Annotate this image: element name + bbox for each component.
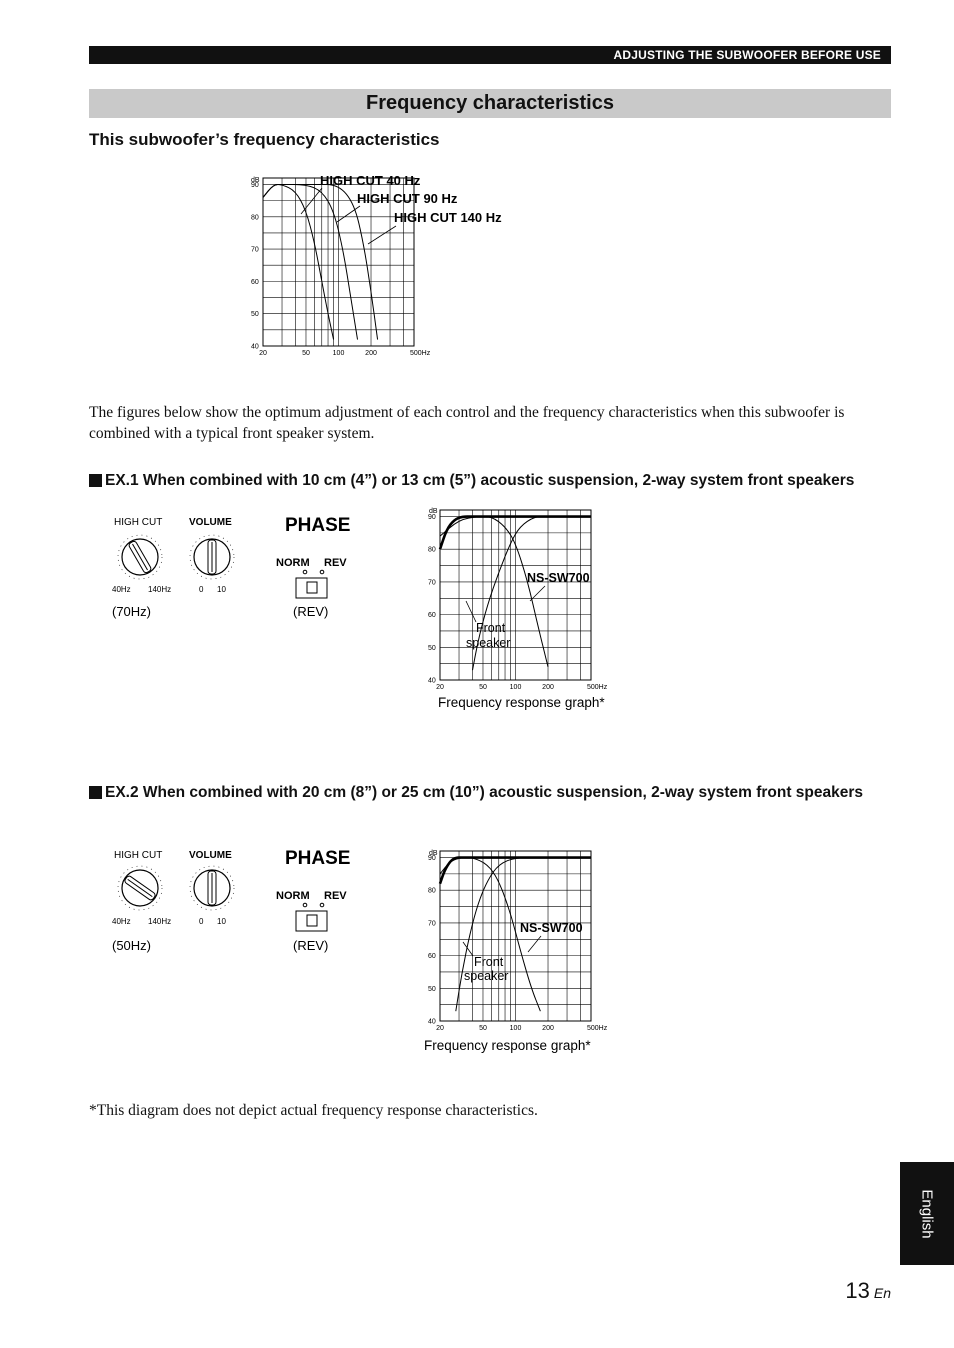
x-tick-label: 100 <box>509 684 522 691</box>
high-cut-setting: (50Hz) <box>112 938 152 953</box>
norm-dot-icon <box>303 570 307 574</box>
section-subtitle: This subwoofer’s frequency characteristics <box>89 130 440 149</box>
y-tick-label: 90 <box>428 514 436 522</box>
page-number-value: 13 <box>845 1278 870 1303</box>
leader-line-front <box>466 601 476 622</box>
vol-min-label: 0 <box>199 917 204 926</box>
y-unit-label: dB <box>251 177 260 184</box>
high-cut-label: HIGH CUT <box>114 517 163 528</box>
x-tick-label: 500Hz <box>587 684 608 691</box>
chart-caption: Frequency response graph* <box>438 695 605 710</box>
hc-max-label: 140Hz <box>148 917 172 926</box>
hc-min-label: 40Hz <box>112 917 131 926</box>
plot-frame <box>440 851 591 1021</box>
ex2-heading <box>89 783 891 803</box>
vol-max-label: 10 <box>217 585 226 594</box>
language-tab-label: English <box>918 1188 936 1239</box>
volume-knob-icon <box>190 535 234 579</box>
series-label-high-cut-40: HIGH CUT 40 Hz <box>320 173 421 188</box>
y-tick-label: 50 <box>428 644 436 652</box>
y-tick-label: 40 <box>428 1018 436 1026</box>
vol-min-label: 0 <box>199 585 204 594</box>
chart-annotations <box>463 921 583 983</box>
x-tick-label: 100 <box>509 1025 522 1032</box>
page-language-suffix: En <box>873 1285 891 1301</box>
x-tick-label: 200 <box>542 684 554 691</box>
ex2-controls <box>100 843 460 963</box>
series-line-high-cut-40-hz <box>263 184 334 339</box>
ex1-heading-text: EX.1 When combined with 10 cm (4”) or 13 cm (5”) acoustic suspension, 2-way system front speakers <box>105 472 855 489</box>
hc-min-label: 40Hz <box>112 585 131 594</box>
plot-frame <box>440 510 591 680</box>
y-tick-label: 50 <box>251 311 259 319</box>
rev-dot-icon <box>320 570 324 574</box>
footnote: *This diagram does not depict actual frequency response characteristics. <box>89 1102 538 1119</box>
leader-line-40 <box>301 188 322 214</box>
leader-line-subwoofer <box>528 936 541 952</box>
y-unit-label: dB <box>429 508 438 515</box>
series-line-high-cut-140-hz <box>263 184 378 339</box>
x-tick-label: 50 <box>302 350 310 357</box>
chart-caption: Frequency response graph* <box>424 1038 591 1053</box>
bullet-square-icon <box>89 786 102 799</box>
front-speaker-label-2: speaker <box>464 969 509 983</box>
norm-label: NORM <box>276 557 310 569</box>
y-tick-label: 40 <box>428 677 436 685</box>
series-line-combined <box>440 517 591 550</box>
y-tick-label: 70 <box>428 579 436 587</box>
page-title: Frequency characteristics <box>89 89 891 118</box>
x-tick-label: 100 <box>332 350 345 357</box>
x-tick-label: 20 <box>259 350 267 357</box>
y-tick-label: 60 <box>251 278 259 286</box>
series-label-high-cut-90: HIGH CUT 90 Hz <box>357 191 458 206</box>
x-tick-label: 20 <box>436 1025 444 1032</box>
x-tick-label: 200 <box>365 350 377 357</box>
y-tick-label: 80 <box>251 214 259 222</box>
leader-line-front <box>463 942 473 956</box>
front-speaker-label-2: speaker <box>466 636 511 650</box>
chart-grid <box>440 851 591 1021</box>
leader-line-140 <box>368 226 396 244</box>
rev-dot-icon <box>320 903 324 907</box>
x-tick-label: 200 <box>542 1025 554 1032</box>
high-cut-setting: (70Hz) <box>112 604 152 619</box>
phase-label: PHASE <box>285 848 351 869</box>
chart-annotations <box>466 571 590 650</box>
x-tick-label: 500Hz <box>587 1025 608 1032</box>
high-cut-knob-icon <box>118 866 162 910</box>
y-tick-label: 90 <box>251 181 259 189</box>
norm-label: NORM <box>276 890 310 902</box>
high-cut-knob-icon <box>118 535 162 579</box>
high-cut-label: HIGH CUT <box>114 850 163 861</box>
rev-label: REV <box>324 557 347 569</box>
rev-label: REV <box>324 890 347 902</box>
y-tick-label: 70 <box>251 246 259 254</box>
y-tick-label: 80 <box>428 887 436 895</box>
page-number <box>845 1278 891 1304</box>
bullet-square-icon <box>89 474 102 487</box>
x-tick-label: 50 <box>479 684 487 691</box>
y-tick-label: 40 <box>251 343 259 351</box>
y-tick-label: 90 <box>428 855 436 863</box>
intro-paragraph: The figures below show the optimum adjustment of each control and the frequency characteristics when this subwoofer is combined with a typical front speaker system. <box>89 404 845 442</box>
subwoofer-label: NS-SW700 <box>527 571 590 585</box>
front-speaker-label-1: Front <box>476 621 506 635</box>
phase-setting: (REV) <box>293 604 329 619</box>
y-tick-label: 60 <box>428 612 436 620</box>
vol-max-label: 10 <box>217 917 226 926</box>
series-line-combined <box>440 858 591 884</box>
ex2-heading-text: EX.2 When combined with 20 cm (8”) or 25 cm (10”) acoustic suspension, 2-way system front speakers <box>105 784 864 801</box>
series-line-front-speaker <box>456 858 591 1012</box>
x-tick-label: 500Hz <box>410 350 431 357</box>
volume-label: VOLUME <box>189 850 232 861</box>
language-tab <box>900 1162 954 1265</box>
volume-knob-icon <box>190 866 234 910</box>
y-tick-label: 60 <box>428 953 436 961</box>
series-line-front-speaker <box>473 517 591 671</box>
high-cut-response-chart <box>0 0 954 380</box>
series-label-high-cut-140: HIGH CUT 140 Hz <box>394 210 502 225</box>
y-tick-label: 50 <box>428 985 436 993</box>
norm-dot-icon <box>303 903 307 907</box>
series-line-high-cut-90-hz <box>263 184 358 339</box>
x-tick-label: 20 <box>436 684 444 691</box>
phase-setting: (REV) <box>293 938 329 953</box>
x-tick-label: 50 <box>479 1025 487 1032</box>
section-header-label: ADJUSTING THE SUBWOOFER BEFORE USE <box>613 48 881 62</box>
front-speaker-label-1: Front <box>474 955 504 969</box>
chart-grid <box>440 510 591 680</box>
ex1-heading <box>89 471 891 491</box>
y-tick-label: 70 <box>428 920 436 928</box>
hc-max-label: 140Hz <box>148 585 172 594</box>
y-tick-label: 80 <box>428 546 436 554</box>
y-unit-label: dB <box>429 850 438 857</box>
leader-line-subwoofer <box>530 586 545 601</box>
subwoofer-label: NS-SW700 <box>520 921 583 935</box>
ex1-controls <box>100 510 460 630</box>
phase-label: PHASE <box>285 515 351 536</box>
volume-label: VOLUME <box>189 517 232 528</box>
